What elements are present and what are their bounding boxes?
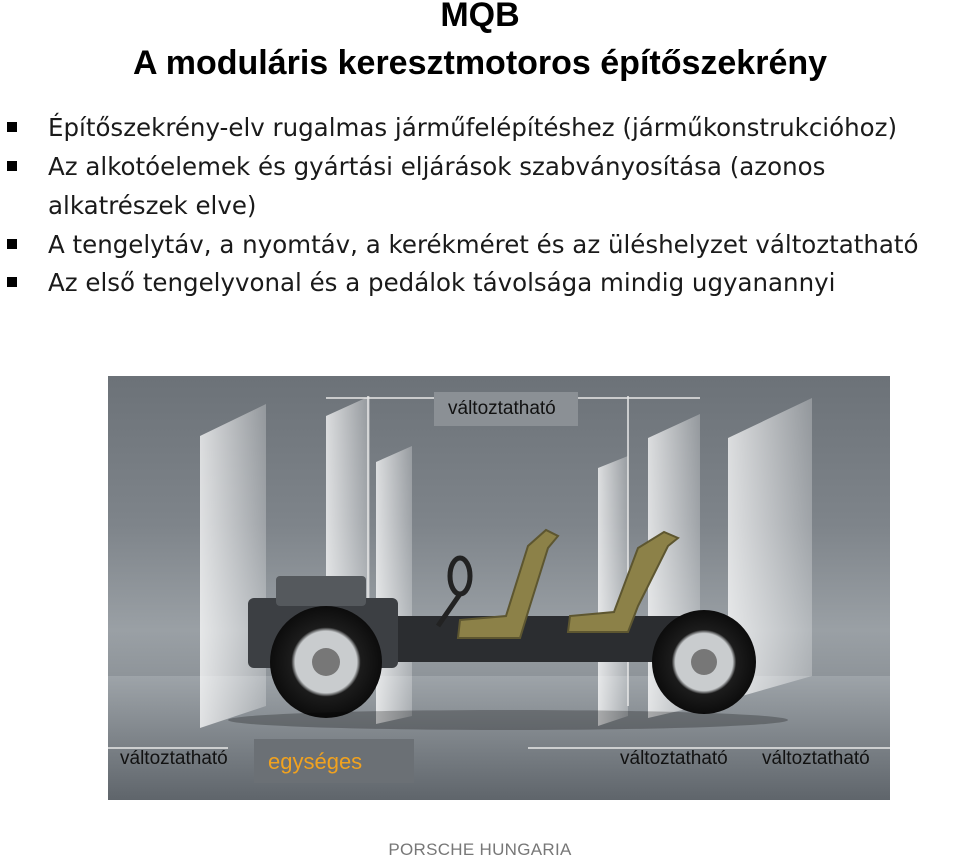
car-shadow	[228, 710, 788, 730]
label-variable-right-1: változtatható	[620, 748, 728, 769]
footer-text: PORSCHE HUNGARIA	[388, 840, 572, 859]
label-unified: egységes	[268, 749, 363, 774]
steering-wheel	[450, 558, 470, 594]
platform-illustration	[108, 376, 890, 800]
bullet-square-icon	[7, 122, 17, 132]
page-subtitle: A moduláris keresztmotoros építőszekrény	[132, 44, 828, 82]
page-title: MQB	[440, 0, 520, 34]
list-item: Építőszekrény-elv rugalmas járműfelépítéshez (járműkonstrukcióhoz)	[48, 112, 897, 144]
label-variable-top: változtatható	[448, 398, 556, 419]
glass-panel	[376, 446, 412, 724]
label-variable-left: változtatható	[120, 748, 228, 769]
bullet-square-icon	[7, 277, 17, 287]
list-item: Az első tengelyvonal és a pedálok távolsága mindig ugyanannyi	[48, 267, 835, 299]
list-item: Az alkotóelemek és gyártási eljárások szabványosítása (azonos	[48, 151, 825, 183]
glass-panel	[200, 404, 266, 728]
list-item-continuation: alkatrészek elve)	[48, 191, 257, 220]
list-item: A tengelytáv, a nyomtáv, a kerékméret és az üléshelyzet változtatható	[48, 229, 919, 261]
bullet-square-icon	[7, 239, 17, 249]
engine-top	[276, 576, 366, 606]
mqb-platform-figure	[108, 376, 890, 800]
label-variable-right-2: változtatható	[762, 748, 870, 769]
bullet-square-icon	[7, 161, 17, 171]
